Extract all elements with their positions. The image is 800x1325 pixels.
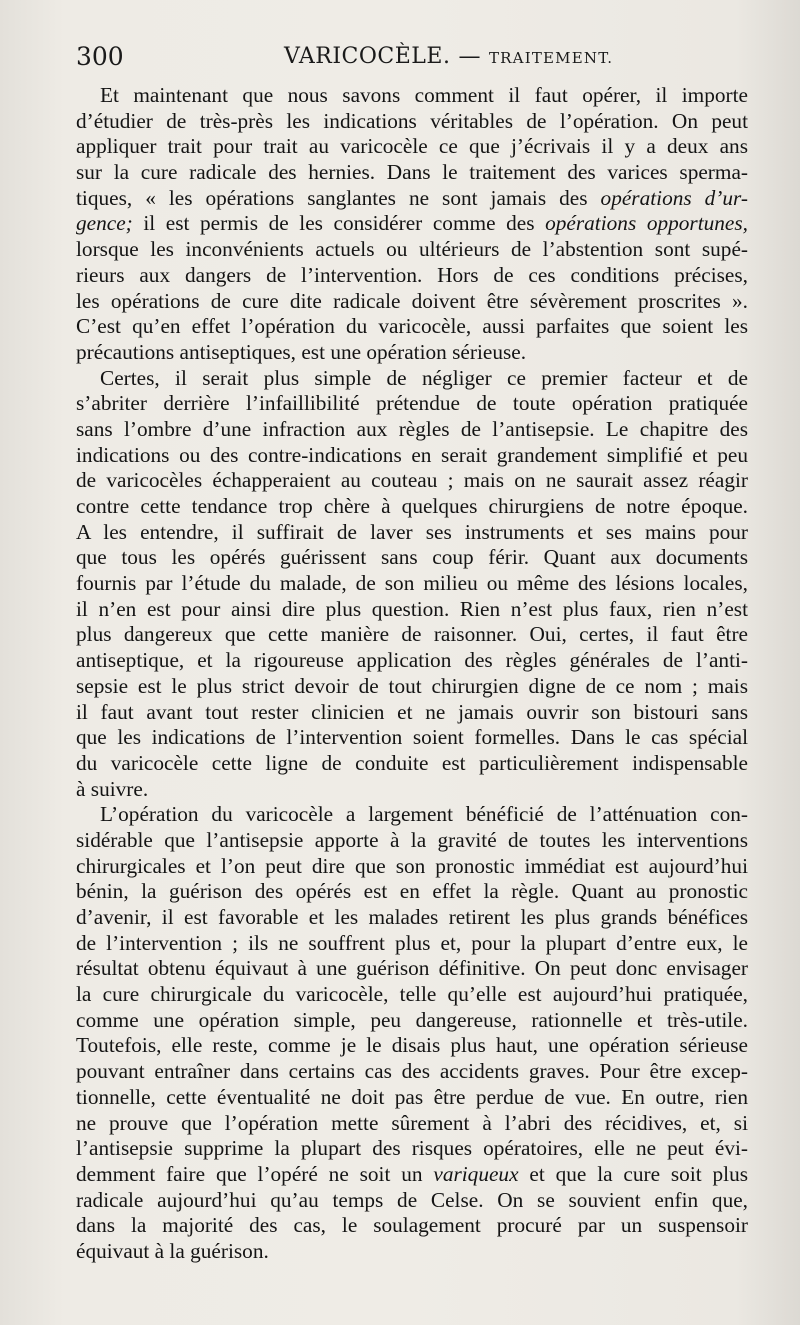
page-number: 300	[76, 42, 124, 71]
paragraph	[76, 802, 748, 1264]
body-text	[76, 83, 748, 1265]
text-line: rieurs aux dangers de l’intervention. Hors de ces conditions précises,	[76, 262, 748, 287]
text-line: il faut avant tout rester clinicien et ne jamais ouvrir son bistouri sans	[76, 699, 748, 724]
text-line: lorsque les inconvénients actuels ou ultérieurs de l’abstention sont supé-	[76, 237, 748, 262]
text-line: fournis par l’étude du malade, de son milieu ou même des lésions locales,	[76, 571, 748, 596]
text-line: Toutefois, elle reste, comme je le disais plus haut, une opération sérieuse	[76, 1033, 748, 1058]
text-line: équivaut à la guérison.	[76, 1238, 269, 1263]
text-line: que les indications de l’intervention soient formelles. Dans le cas spécial	[76, 725, 748, 750]
title-separator: —	[458, 44, 481, 69]
text-line: demment faire que l’opéré ne soit un variqueux et que la cure soit plus	[76, 1161, 748, 1186]
text-line: gence; il est permis de les considérer comme des opérations opportunes,	[76, 211, 748, 236]
text-line: tionnelle, cette éventualité ne doit pas être perdue de vue. En outre, rien	[76, 1084, 748, 1109]
paragraph	[76, 83, 748, 366]
text-line: sidérable que l’antisepsie apporte à la gravité de toutes les interventions	[76, 827, 748, 852]
text-line: Certes, il serait plus simple de négliger ce premier facteur et de	[100, 365, 748, 390]
section-title: TRAITEMENT.	[488, 49, 614, 67]
text-line: d’étudier de très-près les indications véritables de l’opération. On peut	[76, 108, 748, 133]
text-line: à suivre.	[76, 776, 149, 801]
text-line: de varicocèles échapperaient au couteau ; mais on ne saurait assez réagir	[76, 468, 748, 493]
text-line: plus dangereux que cette manière de raisonner. Oui, certes, il faut être	[76, 622, 748, 647]
running-title	[284, 44, 613, 69]
text-line: radicale aujourd’hui qu’au temps de Celse. On se souvient enfin que,	[76, 1187, 748, 1212]
text-line: chirurgicales et l’on peut dire que son pronostic immédiat est aujourd’hui	[76, 853, 748, 878]
text-line: que tous les opérés guérissent sans coup férir. Quant aux documents	[76, 545, 748, 570]
text-line: sans l’ombre d’une infraction aux règles de l’antisepsie. Le chapitre des	[76, 416, 748, 441]
text-line: dans la majorité des cas, le soulagement procuré par un suspensoir	[76, 1213, 748, 1238]
text-line: indications ou des contre-indications en serait grandement simplifié et peu	[76, 442, 748, 467]
text-line: sur la cure radicale des hernies. Dans le traitement des varices sperma-	[76, 160, 748, 185]
text-line: sepsie est le plus strict devoir de tout chirurgien digne de ce nom ; mais	[76, 673, 748, 698]
text-line: de l’intervention ; ils ne souffrent plus et, pour la plupart d’entre eux, le	[76, 930, 748, 955]
text-line: s’abriter derrière l’infaillibilité prétendue de toute opération pratiquée	[76, 391, 748, 416]
text-line: pouvant entraîner dans certains cas des accidents graves. Pour être excep-	[76, 1059, 748, 1084]
text-line: L’opération du varicocèle a largement bénéficié de l’atténuation con-	[100, 802, 748, 827]
text-line: A les entendre, il suffirait de laver ses instruments et ses mains pour	[76, 519, 748, 544]
text-line: bénin, la guérison des opérés est en effet la règle. Quant au pronostic	[76, 879, 748, 904]
text-line: précautions antiseptiques, est une opération sérieuse.	[76, 339, 527, 364]
text-line: contre cette tendance trop chère à quelques chirurgiens de notre époque.	[76, 494, 748, 518]
text-line: Et maintenant que nous savons comment il faut opérer, il importe	[100, 83, 748, 107]
text-line: la cure chirurgicale du varicocèle, telle qu’elle est aujourd’hui pratiquée,	[76, 982, 748, 1007]
text-line: tiques, « les opérations sanglantes ne sont jamais des opérations d’ur-	[76, 185, 748, 210]
text-line: il n’en est pour ainsi dire plus question. Rien n’est plus faux, rien n’est	[76, 596, 748, 621]
text-line: C’est qu’en effet l’opération du varicocèle, aussi parfaites que soient les	[76, 314, 748, 339]
text-line: ne prouve que l’opération mette sûrement à l’abri des récidives, et, si	[76, 1110, 748, 1135]
text-line: du varicocèle cette ligne de conduite est particulièrement indispensable	[76, 750, 748, 775]
text-line: résultat obtenu équivaut à une guérison définitive. On peut donc envisager	[76, 956, 748, 981]
text-line: l’antisepsie supprime la plupart des risques opératoires, elle ne peut évi-	[76, 1136, 748, 1161]
running-header	[76, 42, 748, 76]
text-line: comme une opération simple, peu dangereuse, rationnelle et très-utile.	[76, 1007, 748, 1032]
text-line: les opérations de cure dite radicale doivent être sévèrement proscrites ».	[76, 288, 748, 313]
chapter-title: VARICOCÈLE.	[284, 44, 451, 69]
text-line: antiseptique, et la rigoureuse application des règles générales de l’anti-	[76, 648, 748, 673]
text-line: d’avenir, il est favorable et les malades retirent les plus grands bénéfices	[76, 905, 748, 929]
paragraph	[76, 366, 748, 803]
text-line: appliquer trait pour trait au varicocèle ce que j’écrivais il y a deux ans	[76, 134, 748, 159]
